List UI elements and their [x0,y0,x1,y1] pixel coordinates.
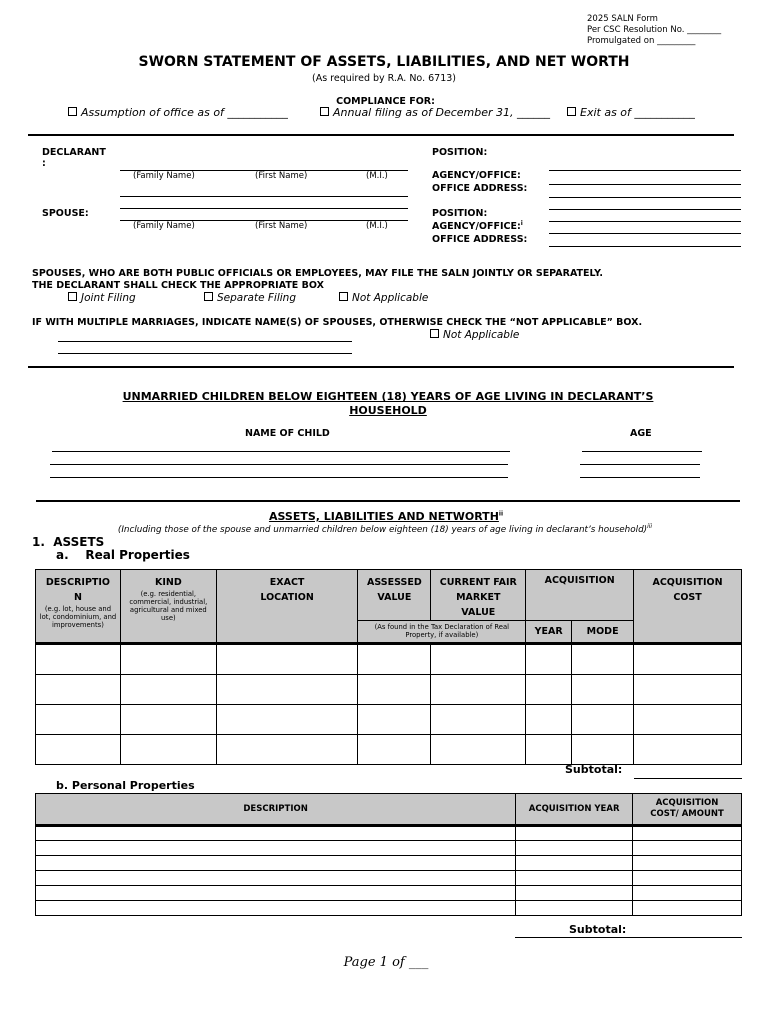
personal-cost-column-header [633,794,742,825]
child-name-field[interactable] [52,451,510,452]
personal-year-column-header: ACQUISITION YEAR [516,794,633,825]
description-header-text: DESCRIPTIO [45,577,110,588]
assets-heading: 1. ASSETS [32,535,105,549]
spouse-family-caption: (Family Name) [133,221,195,231]
spouse-position-field[interactable] [549,221,741,222]
market-header-text-2: MARKET [456,592,501,603]
child-name-field[interactable] [50,464,508,465]
declarant-office-field[interactable] [549,197,741,198]
table-cell[interactable] [634,675,742,705]
table-cell[interactable] [516,827,633,841]
joint-filing-option[interactable] [68,292,136,304]
table-cell[interactable] [516,856,633,871]
table-cell[interactable] [572,645,634,675]
table-cell[interactable] [216,675,358,705]
table-cell[interactable] [358,705,431,735]
table-cell[interactable] [216,705,358,735]
compliance-assumption-option[interactable] [68,106,288,119]
acquisition-header-text: ACQUISITION [544,575,615,586]
declarant-position-field[interactable] [549,170,741,171]
table-cell[interactable] [36,871,516,886]
table-row [36,827,742,841]
kind-header-text: KIND [154,577,182,588]
child-age-field[interactable] [582,451,702,452]
table-row [36,645,742,675]
table-cell[interactable] [36,901,516,916]
market-header-text: CURRENT FAIR [439,577,517,588]
table-cell[interactable] [36,735,121,765]
table-cell[interactable] [572,705,634,735]
table-cell[interactable] [36,675,121,705]
spouse-position-label: POSITION: [432,208,488,219]
acquisition-column-header [526,570,634,621]
location-header-text: EXACT [269,577,305,588]
spouse-line-a[interactable] [549,209,741,210]
compliance-exit-option[interactable] [567,106,695,119]
table-cell[interactable] [431,735,526,765]
assessed-value-column-header [358,570,431,621]
spouse-top-field[interactable] [120,208,408,209]
table-cell[interactable] [36,827,516,841]
child-name-field[interactable] [50,477,508,478]
marriages-not-applicable-option[interactable] [430,329,519,341]
form-ref-line3: Promulgated on _________ [587,36,696,46]
declarant-agency-label: AGENCY/OFFICE: [432,170,521,181]
table-cell[interactable] [431,645,526,675]
table-cell[interactable] [526,675,572,705]
spouse-name-line-2[interactable] [58,353,352,354]
checkbox-icon[interactable] [567,107,576,116]
year-column-header: YEAR [526,621,572,643]
compliance-heading: COMPLIANCE FOR: [336,96,435,107]
table-row [36,675,742,705]
table-cell[interactable] [120,675,216,705]
declarant-colon: : [42,158,46,169]
divider [28,134,734,136]
real-properties-heading: a. Real Properties [56,548,190,562]
personal-properties-table [35,793,742,916]
filing-not-applicable-label: Not Applicable [352,292,429,304]
form-ref-line1: 2025 SALN Form [587,14,658,24]
child-age-field[interactable] [580,464,700,465]
description-header-text-2: N [73,592,82,603]
personal-properties-subtotal-field[interactable] [515,937,742,938]
table-cell[interactable] [516,841,633,856]
table-cell[interactable] [634,645,742,675]
declarant-extra-field[interactable] [120,196,408,197]
checkbox-icon[interactable] [68,292,77,301]
table-cell[interactable] [120,645,216,675]
filing-note-line2: THE DECLARANT SHALL CHECK THE APPROPRIATE BOX [32,280,324,291]
table-cell[interactable] [358,735,431,765]
form-title: SWORN STATEMENT OF ASSETS, LIABILITIES, AND NET WORTH [138,54,630,70]
child-age-column-header: AGE [630,428,652,439]
personal-cost-header-text: ACQUISITION [655,797,719,808]
checkbox-icon[interactable] [320,107,329,116]
table-cell[interactable] [516,901,633,916]
form-ref-line2: Per CSC Resolution No. ________ [587,25,722,35]
table-cell[interactable] [431,675,526,705]
spouse-agency-text: AGENCY/OFFICE: [432,221,521,233]
spouse-name-line-1[interactable] [58,341,352,342]
table-cell[interactable] [36,856,516,871]
table-row [36,901,742,916]
filing-not-applicable-option[interactable] [339,292,428,304]
description-column-header [36,570,121,643]
spouse-office-label: OFFICE ADDRESS: [432,234,528,245]
declarant-family-caption: (Family Name) [133,171,195,181]
table-cell[interactable] [358,675,431,705]
divider [36,500,740,502]
table-cell[interactable] [36,645,121,675]
alnw-subheading [0,523,768,535]
alnw-endnote: ii [498,510,504,518]
marriages-not-applicable-label: Not Applicable [443,329,520,341]
real-properties-table [35,569,742,765]
declarant-office-label: OFFICE ADDRESS: [432,183,528,194]
checkbox-icon[interactable] [204,292,213,301]
table-cell[interactable] [36,705,121,735]
market-value-column-header [431,570,526,621]
real-properties-subtotal-label: Subtotal: [565,763,623,776]
acquisition-cost-column-header [634,570,742,643]
market-header-text-3: VALUE [461,607,496,618]
table-cell[interactable] [634,735,742,765]
declarant-agency-field[interactable] [549,184,741,185]
table-cell[interactable] [633,841,742,856]
checkbox-icon[interactable] [430,329,439,338]
alnw-sub-endnote: iii [647,523,653,530]
mode-column-header: MODE [572,621,634,643]
declarant-mi-caption: (M.I.) [366,171,388,181]
kind-column-header [120,570,216,643]
table-row [36,735,742,765]
table-cell[interactable] [516,871,633,886]
checkbox-icon[interactable] [339,292,348,301]
table-cell[interactable] [526,645,572,675]
joint-filing-label: Joint Filing [81,292,136,304]
separate-filing-option[interactable] [204,292,296,304]
table-cell[interactable] [633,886,742,901]
compliance-assumption-label: Assumption of office as of ___________ [81,106,288,119]
compliance-annual-label: Annual filing as of December 31, ______ [333,106,550,119]
cost-header-text: ACQUISITION [652,577,723,588]
page-number: Page 1 of ___ [343,955,429,970]
compliance-exit-label: Exit as of ___________ [580,106,695,119]
declarant-label: DECLARANT [42,147,106,158]
children-heading-line2: HOUSEHOLD [349,404,427,417]
compliance-annual-option[interactable] [320,106,550,119]
table-cell[interactable] [120,735,216,765]
spouse-office-field[interactable] [549,246,741,247]
table-cell[interactable] [526,705,572,735]
table-cell[interactable] [358,645,431,675]
table-cell[interactable] [633,871,742,886]
child-name-column-header: NAME OF CHILD [245,428,330,439]
filing-note-line1: SPOUSES, WHO ARE BOTH PUBLIC OFFICIALS OR EMPLOYEES, MAY FILE THE SALN JOINTLY OR SEPARATELY. [32,268,604,279]
child-age-field[interactable] [580,477,700,478]
assessed-header-text-2: VALUE [377,592,412,603]
table-cell[interactable] [634,705,742,735]
declarant-position-label: POSITION: [432,147,488,158]
form-reference [587,14,721,47]
separate-filing-label: Separate Filing [217,292,297,304]
divider [28,366,734,368]
real-properties-subtotal-field[interactable] [634,778,742,779]
table-row [36,705,742,735]
table-cell[interactable] [633,856,742,871]
table-cell[interactable] [216,735,358,765]
table-row [36,841,742,856]
alnw-heading-text: ASSETS, LIABILITIES AND NETWORTH [268,510,499,523]
table-cell[interactable] [120,705,216,735]
table-cell[interactable] [633,827,742,841]
table-cell[interactable] [572,675,634,705]
assessed-header-text: ASSESSED [367,577,422,588]
checkbox-icon[interactable] [68,107,77,116]
spouse-agency-endnote: i [520,220,523,227]
description-header-note: (e.g. lot, house and lot, condominium, and improvements) [39,605,117,629]
spouse-agency-field[interactable] [549,233,741,234]
location-header-text-2: LOCATION [260,592,314,603]
table-cell[interactable] [431,705,526,735]
children-heading-line1: UNMARRIED CHILDREN BELOW EIGHTEEN (18) YEARS OF AGE LIVING IN DECLARANT’S [122,390,654,403]
alnw-subheading-text: (Including those of the spouse and unmarried children below eighteen (18) years of age living in declarant’s household) [117,524,648,535]
table-cell[interactable] [633,901,742,916]
personal-description-column-header: DESCRIPTION [36,794,516,825]
table-cell[interactable] [516,886,633,901]
location-column-header [216,570,358,643]
tax-declaration-note: (As found in the Tax Declaration of Real Property, if available) [358,621,526,643]
form-subtitle: (As required by R.A. No. 6713) [312,73,456,84]
personal-cost-header-text-2: COST/ AMOUNT [650,808,724,819]
spouse-label: SPOUSE: [42,208,89,219]
spouse-first-caption: (First Name) [255,221,308,231]
table-cell[interactable] [572,735,634,765]
table-row [36,856,742,871]
table-row [36,886,742,901]
marriages-note: IF WITH MULTIPLE MARRIAGES, INDICATE NAME(S) OF SPOUSES, OTHERWISE CHECK THE “NOT APPLICABLE” BOX. [32,317,643,328]
table-row [36,871,742,886]
alnw-heading [0,510,768,523]
table-cell[interactable] [36,886,516,901]
personal-properties-subtotal-label: Subtotal: [569,923,627,936]
cost-header-text-2: COST [673,592,702,603]
spouse-agency-label [432,220,523,232]
spouse-mi-caption: (M.I.) [366,221,388,231]
declarant-first-caption: (First Name) [255,171,308,181]
table-cell[interactable] [526,735,572,765]
kind-header-note: (e.g. residential, commercial, industrial, agricultural and mixed use) [129,590,208,622]
table-cell[interactable] [216,645,358,675]
personal-properties-heading: b. Personal Properties [56,779,195,792]
table-cell[interactable] [36,841,516,856]
